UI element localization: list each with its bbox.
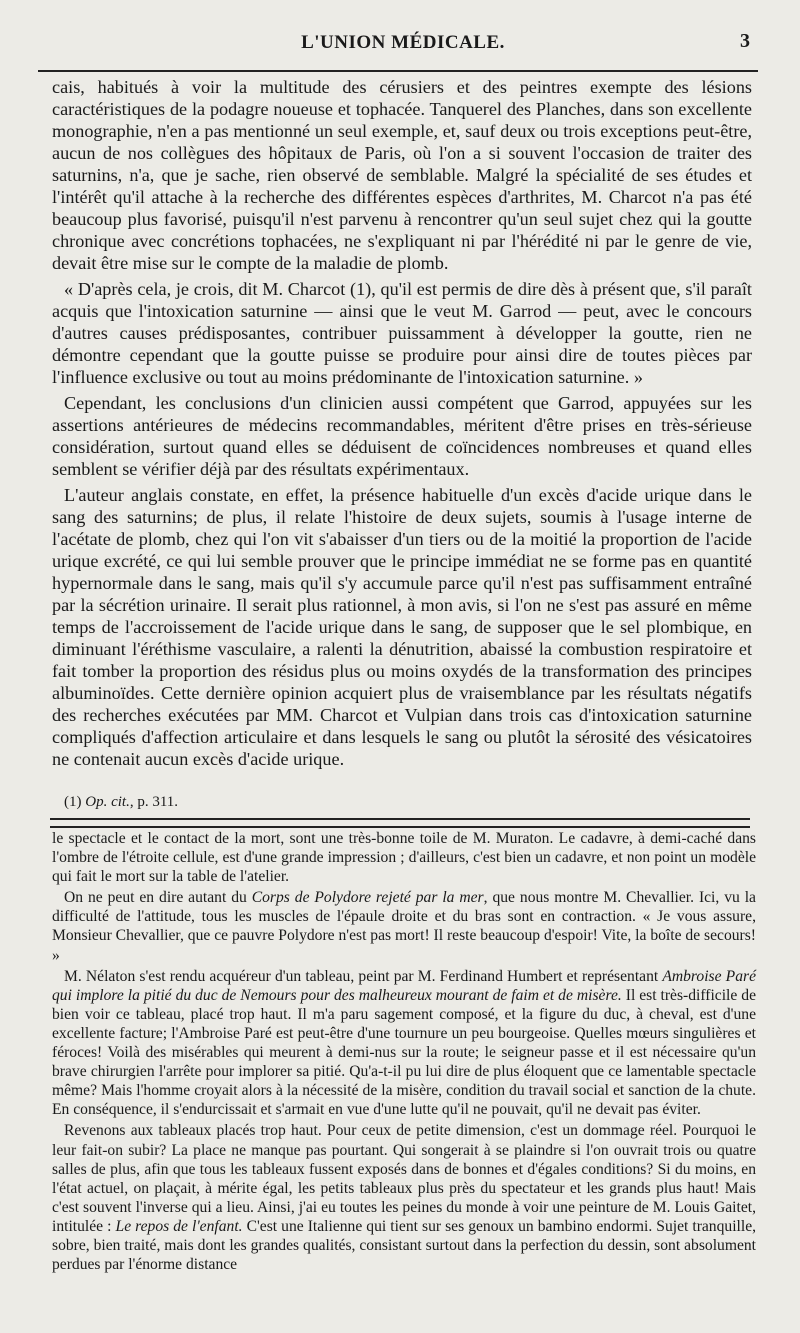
feuilleton-paragraph	[52, 1121, 756, 1274]
paragraph: Cependant, les conclusions d'un clinicien aussi compétent que Garrod, appuyées sur les assertions antérieures de médecins recommandables, méritent d'être prises en très-sérieuse considération, surtout quand elles se déduisent de coïncidences nombreuses et quand elles semblent se vérifier déjà par des résultats expérimentaux.	[52, 393, 752, 479]
header-rule	[38, 70, 758, 72]
feuilleton-paragraph	[52, 967, 756, 1120]
page-header	[52, 0, 754, 58]
footnote-page: , p. 311.	[129, 794, 179, 810]
paragraph: « D'après cela, je crois, dit M. Charcot (1), qu'il est permis de dire dès à présent que, s'il paraît acquis que l'intoxication saturnine — ainsi que le veut M. Garrod — peut, avec le concours d'autres causes prédisposantes, contribuer puissamment à développer la goutte, rien ne démontre cependant que la goutte puisse se produire pour ainsi dire de toutes pièces par l'influence exclusive ou tout au moins prédominante de l'intoxication saturnine. »	[52, 279, 752, 387]
artwork-title: Ambroise Paré qui implore la pitié du duc de Nemours pour des malheureux mourant de faim et de misère.	[52, 967, 756, 1004]
text-run: Il est très-difficile de bien voir ce tableau, placé trop haut. Il m'a paru sagement composé, et la figure du duc, à cheval, est d'une excellente facture; l'Ambroise Paré est peut-être d'une tournure un peu bourgeoise. Quelles mœurs singulières et féroces! Voilà des misérables qui meurent à demi-nus sur la route; le seigneur passe et il est nécessaire qu'un brave chirurgien l'arrête pour implorer sa pitié. Qu'a-t-il pu lui dire de plus éloquent que ce lamentable spectacle même? Mais l'homme croyait alors à la nécessité de la misère, condition du travail social et sanction de la chute. En conséquence, il s'endurcissait et s'armait en vue d'une lutte qu'il ne pouvait, qu'il ne devait pas éviter.	[52, 986, 756, 1119]
footnote-ref: Op. cit.	[85, 794, 130, 810]
paragraph: cais, habitués à voir la multitude des cérusiers et des peintres exempte des lésions caractéristiques de la podagre noueuse et tophacée. Tanquerel des Planches, dans son excellente monographie, n'en a pas mentionné un seul exemple, et, sauf deux ou trois exceptions peut-être, aucun de nos collègues des hôpitaux de Paris, où l'on a si souvent l'occasion de traiter des saturnins, n'a, que je sache, rien observé de semblable. Malgré la spécialité de ses études et l'intérêt qu'il attache à la recherche des différentes espèces d'arthrites, M. Charcot n'a pas été beaucoup plus favorisé, puisqu'il n'est parvenu à rencontrer qu'un seul sujet chez qui la goutte chronique avec concrétions tophacées, ne s'expliquant ni par l'hérédité ni par le genre de vie, devait être mise sur le compte de la maladie de plomb.	[52, 77, 752, 273]
footnote	[64, 794, 178, 811]
feuilleton-section	[52, 829, 756, 1276]
page-number: 3	[740, 30, 750, 52]
paragraph: L'auteur anglais constate, en effet, la présence habituelle d'un excès d'acide urique dans le sang des saturnins; de plus, il relate l'histoire de deux sujets, soumis à l'usage interne de l'acétate de plomb, chez qui l'on vit s'abaisser d'un tiers ou de la moitié la proportion de l'acide urique excrété, ce qui lui semble prouver que le principe immédiat ne se forme pas en quantité hypernormale dans le sang, mais qu'il s'y accumule parce qu'il n'est pas suffisamment entraîné par la sécrétion urinaire. Il serait plus rationnel, à mon avis, si l'on ne s'est pas assuré en même temps de l'accroissement de l'acide urique dans le sang, de supposer que le sel plombique, en diminuant l'éréthisme vasculaire, a ralenti la dénutrition, abaissé la combustion respiratoire et fait tomber la proportion des résidus plus ou moins oxydés de la transformation des principes albuminoïdes. Cette dernière opinion acquiert plus de vraisemblance par les résultats négatifs des recherches exécutées par MM. Charcot et Vulpian dans trois cas d'intoxication saturnine compliqués d'affection articulaire et dans lesquels le sang ou plutôt la sérosité des vésicatoires ne contenait aucun excès d'acide urique.	[52, 485, 752, 769]
artwork-title: Le repos de l'enfant.	[115, 1217, 243, 1235]
text-run: , que nous montre M. Chevallier. Ici, vu la difficulté de l'attitude, tous les muscles de l'épaule droite et du bras sont en contraction. « Je vous assure, Monsieur Chevallier, que ce pauvre Polydore n'est pas mort! Il reste beaucoup d'espoir! Vite, la boîte de secours! »	[52, 889, 756, 964]
artwork-title: Corps de Polydore rejeté par la mer	[251, 889, 484, 907]
footnote-marker: (1)	[64, 794, 82, 810]
text-run: C'est une Italienne qui tient sur ses genoux un bambino endormi. Sujet tranquille, sobre, bien traité, mais dont les grandes qualités, consistant surtout dans la perfection du dessin, sont absolument perdues par l'énorme distance	[52, 1217, 757, 1274]
feuilleton-separator	[50, 818, 750, 828]
running-title: L'UNION MÉDICALE.	[301, 32, 505, 53]
text-run: M. Nélaton s'est rendu acquéreur d'un tableau, peint par M. Ferdinand Humbert et représentant	[64, 967, 663, 985]
feuilleton-paragraph: le spectacle et le contact de la mort, sont une très-bonne toile de M. Muraton. Le cadavre, à demi-caché dans l'ombre de l'étroite cellule, est d'une grande impression ; d'ailleurs, c'est bien un cadavre, et non point un modèle qui fait le mort sur la table de l'atelier.	[52, 830, 756, 886]
text-run: On ne peut en dire autant du	[64, 889, 252, 907]
feuilleton-paragraph	[52, 888, 756, 964]
main-article	[52, 76, 752, 774]
text-run: Revenons aux tableaux placés trop haut. Pour ceux de petite dimension, c'est un dommage réel. Pourquoi le leur fait-on subir? La place ne manque pas pourtant. Qui songerait à se plaindre si l'on ouvrait trois ou quatre salles de plus, afin que tous les tableaux fussent exposés dans de bonnes et d'égales conditions? Si du moins, en l'état actuel, on plaçait, à mérite égal, les petits tableaux plus près du spectateur et les grands plus haut! Mais c'est souvent l'inverse qui a lieu. Ainsi, j'ai eu toutes les peines du monde à voir une peinture de M. Louis Gaitet, intitulée :	[52, 1122, 756, 1235]
